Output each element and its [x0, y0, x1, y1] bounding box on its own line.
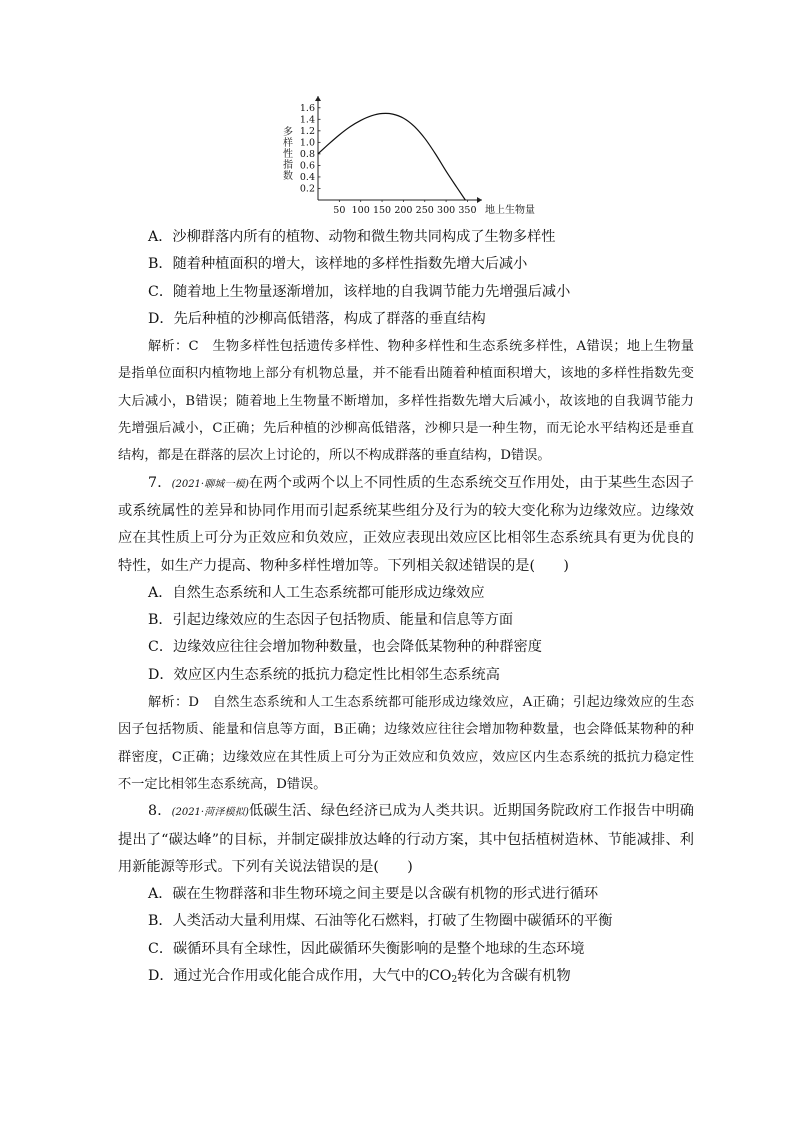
q8-option-d	[118, 963, 694, 990]
q8-source: (2021·菏泽模拟)	[171, 807, 249, 819]
q8-option-d-text: D．通过光合作用或化能合成作用，大气中的CO	[148, 968, 452, 985]
q7-source: (2021·聊城一模)	[171, 478, 249, 490]
q7-number: 7．	[148, 474, 172, 491]
x-tick-label: 100	[351, 205, 370, 216]
q7-option-c: C．边缘效应往往会增加物种数量，也会降低某物种的种群密度	[148, 639, 542, 656]
q7-stem-paragraph	[118, 470, 694, 580]
q8-stem: 低碳生活、绿色经济已成为人类共识。近期国务院政府工作报告中明确提出了“碳达峰”的目标，并制定碳排放达峰的行动方案，其中包括植树造林、节能减排、利用新能源等形式。下列有关说法错误的是( )	[118, 803, 694, 875]
x-tick-label: 150	[372, 205, 392, 216]
biodiversity-chart	[270, 92, 560, 220]
q7-option-a: A．自然生态系统和人工生态系统都可能形成边缘效应	[148, 584, 485, 601]
y-tick-label: 0.8	[299, 149, 315, 161]
q6-option-b: B．随着种植面积的增大，该样地的多样性指数先增大后减小	[148, 256, 528, 273]
x-axis-label: 地上生物量	[485, 205, 535, 216]
x-tick-label: 300	[437, 205, 456, 216]
q7-option-b: B．引起边缘效应的生态因子包括物质、能量和信息等方面	[148, 612, 514, 629]
y-tick-label: 0.6	[299, 160, 315, 172]
y-tick-label: 1.6	[299, 102, 315, 114]
x-tick-label: 250	[415, 205, 434, 216]
y-tick-label: 1.0	[299, 137, 315, 149]
q7-stem: 在两个或两个以上不同性质的生态系统交互作用处，由于某些生态因子或系统属性的差异和协同作用而引起系统某些组分及行为的较大变化称为边缘效应。边缘效应在其性质上可分为正效应和负效应，正效应表现出效应区比相邻生态系统具有更为优良的特性，如生产力提高、物种多样性增加等。下列相关叙述错误的是( )	[118, 474, 694, 574]
x-tick-label: 200	[394, 205, 413, 216]
q8-number: 8．	[148, 803, 172, 820]
q6-option-a: A．沙柳群落内所有的植物、动物和微生物共同构成了生物多样性	[148, 229, 556, 245]
page-content	[118, 224, 694, 990]
q7-answer: 解析：D 自然生态系统和人工生态系统都可能形成边缘效应，A正确；引起边缘效应的生态因子包括物质、能量和信息等方面，B正确；边缘效应往往会增加物种数量，也会降低某物种的种群密度，C正确；边缘效应在其性质上可分为正效应和负效应，效应区内生态系统的抵抗力稳定性不一定比相邻生态系统高，D错误。	[118, 695, 694, 792]
q8-option-d-text-end: 转化为含碳有机物	[457, 968, 571, 985]
x-tick-label: 50	[333, 205, 346, 216]
x-tick-label: 350	[458, 205, 477, 216]
q8-option-c: C．碳循环具有全球性，因此碳循环失衡影响的是整个地球的生态环境	[148, 940, 585, 957]
x-axis-arrow-icon	[477, 197, 482, 203]
q8-option-a: A．碳在生物群落和非生物环境之间主要是以含碳有机物的形式进行循环	[148, 886, 599, 903]
y-axis-label: 多样性指数	[283, 127, 293, 182]
y-tick-label: 0.4	[299, 172, 315, 184]
q6-option-c: C．随着地上生物量逐渐增加，该样地的自我调节能力先增强后减小	[148, 283, 571, 300]
q8-option-d-subscript: 2	[451, 975, 458, 986]
q8-stem-paragraph	[118, 798, 694, 881]
y-axis-arrow-icon	[315, 96, 321, 101]
q6-option-d: D．先后种植的沙柳高低错落，构成了群落的垂直结构	[148, 310, 486, 327]
chart-svg	[270, 92, 560, 220]
q7-option-d: D．效应区内生态系统的抵抗力稳定性比相邻生态系统高	[148, 666, 500, 683]
y-tick-label: 1.2	[299, 126, 315, 138]
q8-option-b: B．人类活动大量利用煤、石油等化石燃料，打破了生物圈中碳循环的平衡	[148, 913, 613, 930]
y-tick-label: 1.4	[299, 114, 315, 126]
series-line	[318, 113, 465, 200]
q6-answer: 解析：C 生物多样性包括遗传多样性、物种多样性和生态系统多样性，A错误；地上生物量是指单位面积内植物地上部分有机物总量，并不能看出随着种植面积增大，该地的多样性指数先变大后减小，B错误；随着地上生物量不断增加，多样性指数先增大后减小，故该地的自我调节能力先增强后减小，C正确；先后种植的沙柳高低错落，沙柳只是一种生物，而无论水平结构还是垂直结构，都是在群落的层次上讨论的，所以不构成群落的垂直结构，D错误。	[118, 339, 694, 464]
y-tick-label: 0.2	[299, 183, 315, 195]
